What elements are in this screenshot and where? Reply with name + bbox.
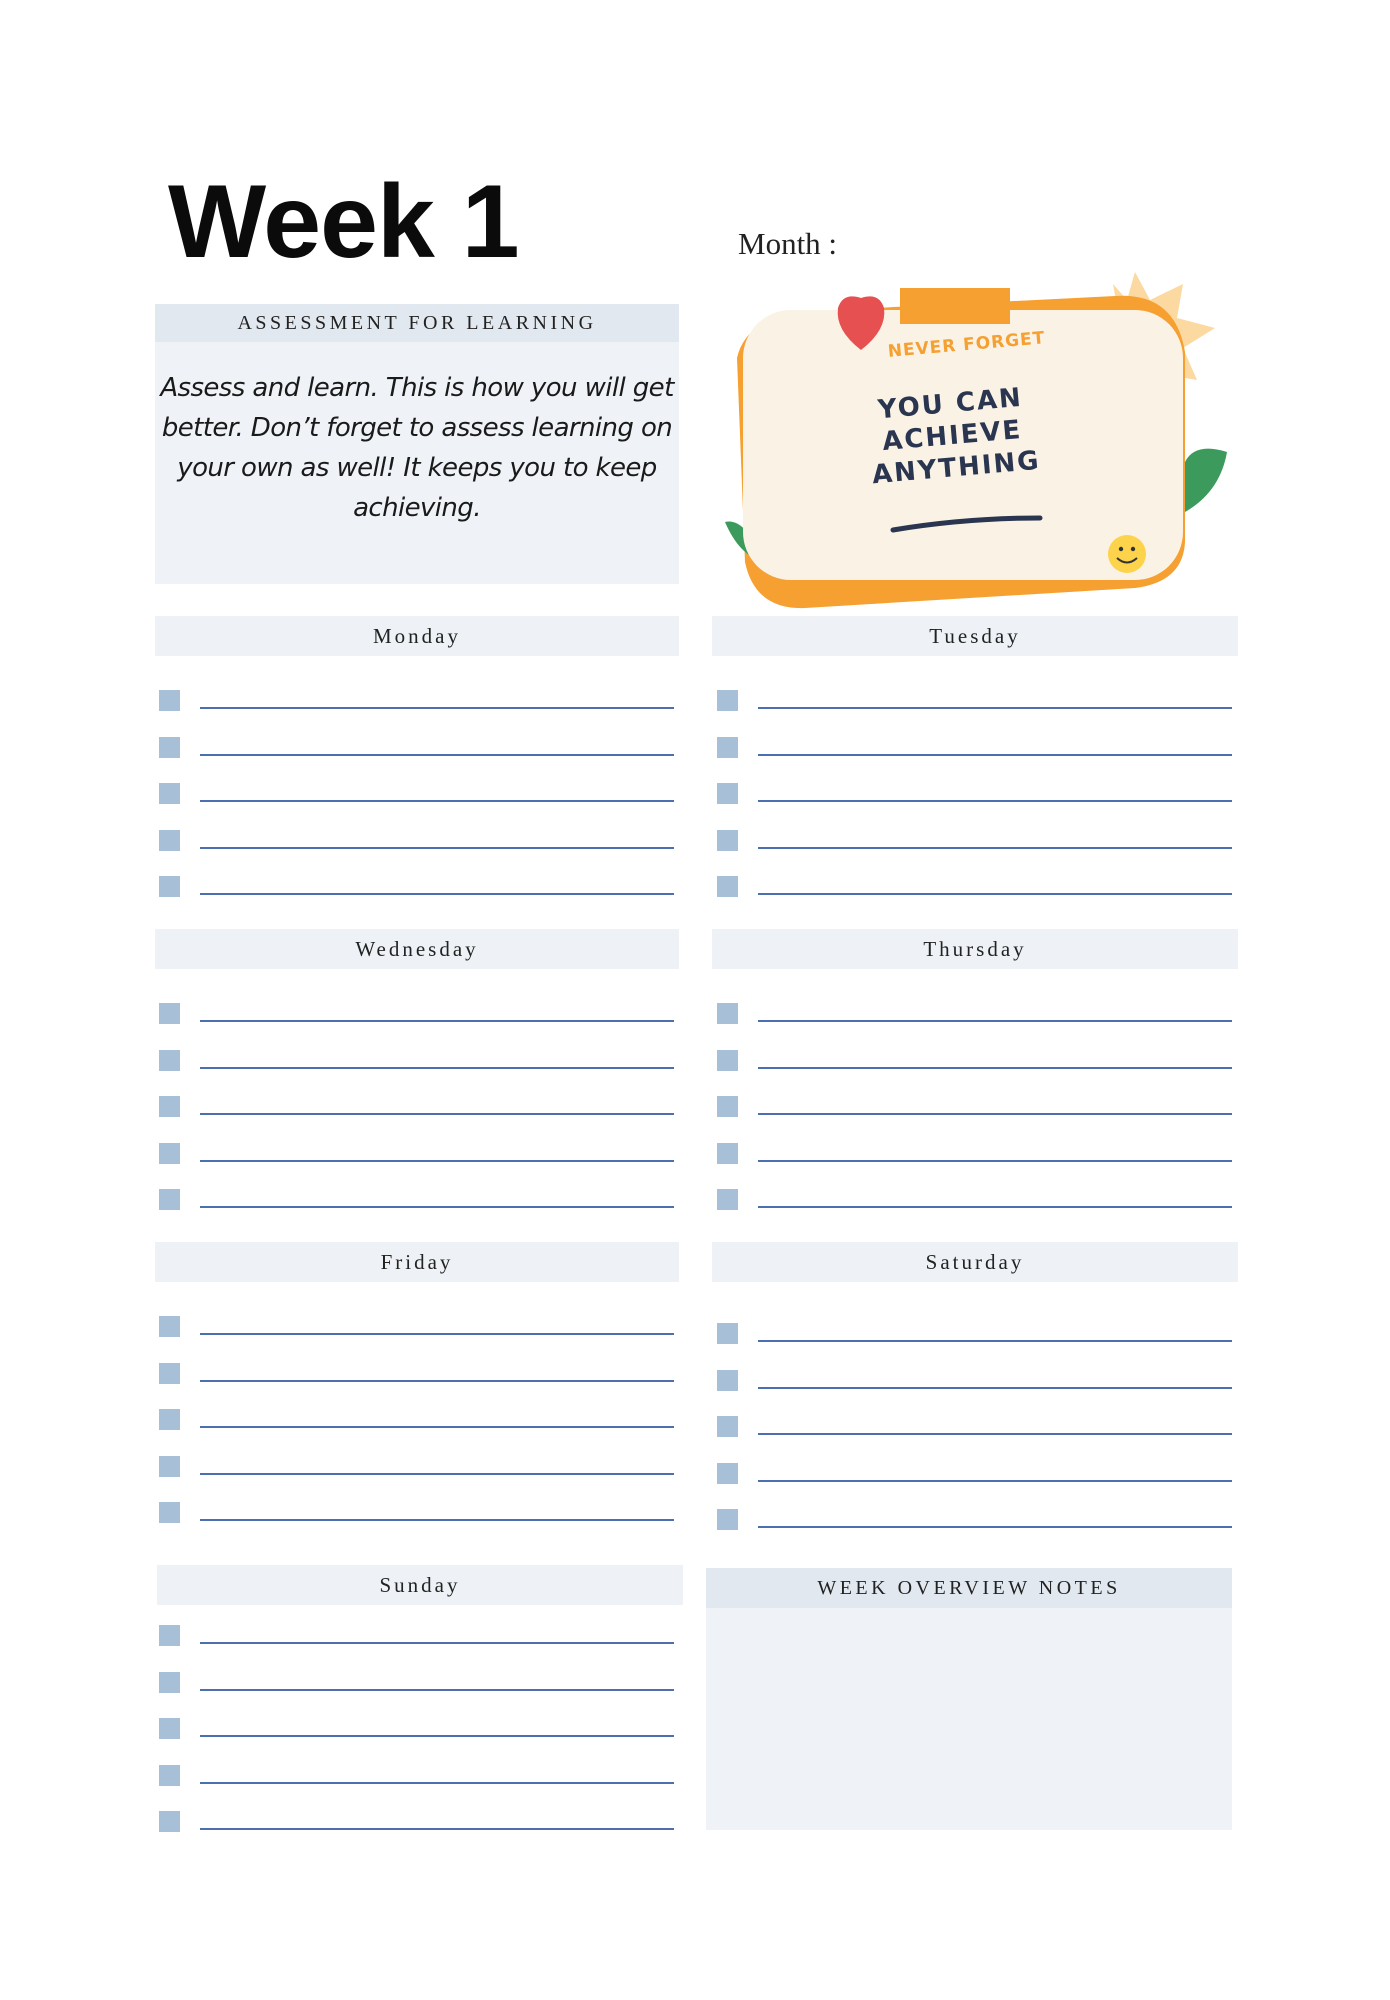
task-row-friday [159,1409,674,1433]
assessment-heading: ASSESSMENT FOR LEARNING [155,304,679,343]
task-line[interactable] [200,1067,674,1069]
task-checkbox[interactable] [717,783,738,804]
task-line[interactable] [200,893,674,895]
task-line[interactable] [758,847,1232,849]
task-line[interactable] [200,1160,674,1162]
task-row-tuesday [717,830,1232,854]
task-checkbox[interactable] [159,1672,180,1693]
task-checkbox[interactable] [717,1509,738,1530]
task-line[interactable] [758,1433,1232,1435]
page-title: Week 1 [168,164,519,280]
task-line[interactable] [758,1526,1232,1528]
task-row-wednesday [159,1143,674,1167]
sticker-top-text: NEVER FORGET [887,328,1047,362]
task-checkbox[interactable] [159,1409,180,1430]
task-checkbox[interactable] [159,1502,180,1523]
day-heading-monday: Monday [155,616,679,656]
task-checkbox[interactable] [717,1003,738,1024]
task-row-sunday [159,1625,674,1649]
task-line[interactable] [758,1340,1232,1342]
task-row-saturday [717,1416,1232,1440]
task-row-monday [159,830,674,854]
task-checkbox[interactable] [159,1456,180,1477]
task-checkbox[interactable] [159,1143,180,1164]
task-checkbox[interactable] [717,1370,738,1391]
task-checkbox[interactable] [159,1765,180,1786]
task-line[interactable] [758,1206,1232,1208]
task-row-saturday [717,1509,1232,1533]
task-checkbox[interactable] [717,1189,738,1210]
task-line[interactable] [200,1519,674,1521]
smiley-icon [1108,535,1146,573]
task-row-tuesday [717,876,1232,900]
task-row-friday [159,1316,674,1340]
task-row-wednesday [159,1003,674,1027]
day-heading-saturday: Saturday [712,1242,1238,1282]
task-line[interactable] [200,1782,674,1784]
task-row-tuesday [717,690,1232,714]
task-checkbox[interactable] [159,783,180,804]
task-row-sunday [159,1765,674,1789]
task-checkbox[interactable] [159,1189,180,1210]
task-line[interactable] [758,1387,1232,1389]
task-line[interactable] [200,1473,674,1475]
task-row-saturday [717,1370,1232,1394]
task-row-thursday [717,1050,1232,1074]
task-line[interactable] [200,1689,674,1691]
day-heading-friday: Friday [155,1242,679,1282]
task-checkbox[interactable] [717,830,738,851]
notes-area[interactable] [706,1608,1232,1830]
task-checkbox[interactable] [159,876,180,897]
day-heading-thursday: Thursday [712,929,1238,969]
task-row-sunday [159,1811,674,1835]
task-row-thursday [717,1189,1232,1213]
task-line[interactable] [758,1020,1232,1022]
task-checkbox[interactable] [159,737,180,758]
task-row-wednesday [159,1189,674,1213]
task-checkbox[interactable] [159,1316,180,1337]
task-row-monday [159,737,674,761]
task-line[interactable] [200,800,674,802]
task-line[interactable] [200,1426,674,1428]
day-heading-sunday: Sunday [157,1565,683,1605]
task-checkbox[interactable] [159,1096,180,1117]
task-line[interactable] [758,707,1232,709]
month-label: Month : [738,226,838,261]
task-row-sunday [159,1672,674,1696]
task-row-wednesday [159,1096,674,1120]
task-line[interactable] [758,1480,1232,1482]
task-line[interactable] [200,847,674,849]
task-checkbox[interactable] [159,1811,180,1832]
task-line[interactable] [758,1160,1232,1162]
task-checkbox[interactable] [717,1463,738,1484]
task-row-saturday [717,1323,1232,1347]
task-checkbox[interactable] [717,876,738,897]
task-line[interactable] [200,754,674,756]
task-checkbox[interactable] [159,1050,180,1071]
task-line[interactable] [200,1113,674,1115]
task-checkbox[interactable] [159,1718,180,1739]
task-checkbox[interactable] [717,1323,738,1344]
task-row-sunday [159,1718,674,1742]
task-line[interactable] [758,754,1232,756]
day-heading-wednesday: Wednesday [155,929,679,969]
task-checkbox[interactable] [717,737,738,758]
task-checkbox[interactable] [717,1143,738,1164]
task-checkbox[interactable] [717,690,738,711]
sticker-line3: ANYTHING [870,445,1042,491]
task-line[interactable] [758,893,1232,895]
task-line[interactable] [758,1067,1232,1069]
task-checkbox[interactable] [717,1050,738,1071]
day-heading-tuesday: Tuesday [712,616,1238,656]
task-row-saturday [717,1463,1232,1487]
task-line[interactable] [200,1333,674,1335]
task-checkbox[interactable] [159,1363,180,1384]
task-row-friday [159,1502,674,1526]
task-line[interactable] [200,707,674,709]
task-row-tuesday [717,783,1232,807]
task-row-wednesday [159,1050,674,1074]
task-line[interactable] [200,1828,674,1830]
task-line[interactable] [758,800,1232,802]
task-row-thursday [717,1003,1232,1027]
task-row-monday [159,876,674,900]
motivation-sticker [715,262,1235,612]
task-row-thursday [717,1096,1232,1120]
task-row-friday [159,1363,674,1387]
tape-icon [900,288,1010,324]
task-row-friday [159,1456,674,1480]
task-row-thursday [717,1143,1232,1167]
sticker-line2: ACHIEVE [881,414,1024,458]
task-row-monday [159,783,674,807]
task-checkbox[interactable] [159,1625,180,1646]
task-line[interactable] [200,1642,674,1644]
task-checkbox[interactable] [159,830,180,851]
assessment-text: Assess and learn. This is how you will get better. Don’t forget to assess learning on your own as well! It keeps you to keep achieving. [160,373,674,523]
task-line[interactable] [200,1206,674,1208]
notes-heading: WEEK OVERVIEW NOTES [706,1568,1232,1608]
task-checkbox[interactable] [717,1416,738,1437]
task-checkbox[interactable] [159,1003,180,1024]
task-checkbox[interactable] [159,690,180,711]
task-checkbox[interactable] [717,1096,738,1117]
sticker-line1: YOU CAN [876,382,1024,426]
task-row-monday [159,690,674,714]
task-line[interactable] [200,1380,674,1382]
task-line[interactable] [200,1020,674,1022]
task-line[interactable] [758,1113,1232,1115]
task-line[interactable] [200,1735,674,1737]
task-row-tuesday [717,737,1232,761]
